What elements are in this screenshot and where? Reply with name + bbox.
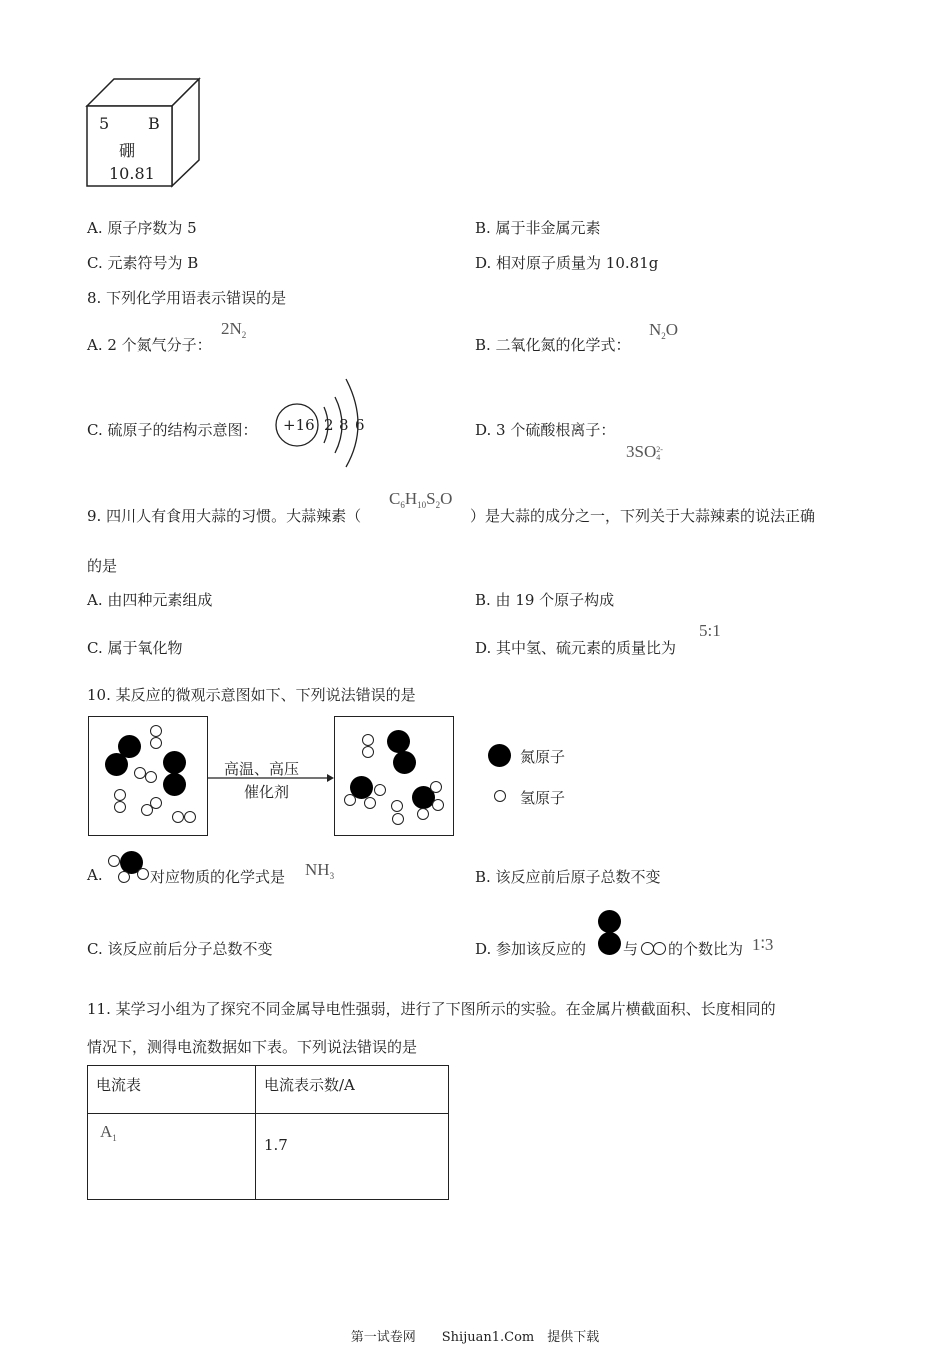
table-header-row <box>88 1066 449 1114</box>
n-atom <box>105 753 128 776</box>
h-atom <box>114 789 126 801</box>
h-atom <box>114 801 126 813</box>
h-atom <box>184 811 196 823</box>
table-header-cell: 电流表 <box>88 1066 256 1114</box>
q8-stem: 8. 下列化学用语表示错误的是 <box>87 289 287 307</box>
q9-option-d: D. 其中氢、硫元素的质量比为 <box>475 639 677 657</box>
q9-option-a: A. 由四种元素组成 <box>87 591 213 609</box>
sulfur-nucleus-label: +16 <box>283 416 315 434</box>
n-atom <box>387 730 410 753</box>
sulfur-shell-1: 2 <box>324 416 334 434</box>
q10-d-ratio: 1∶3 <box>752 935 774 954</box>
current-data-table <box>87 1065 449 1200</box>
d-n2-atom <box>598 910 621 933</box>
sulfur-shell-3: 6 <box>355 416 365 434</box>
legend-hydrogen-atom-icon <box>494 790 506 802</box>
h-atom <box>364 797 376 809</box>
h-atom <box>362 746 374 758</box>
q8-option-d: D. 3 个硫酸根离子： <box>475 421 616 439</box>
h-atom <box>374 784 386 796</box>
h-atom <box>362 734 374 746</box>
h-atom <box>150 725 162 737</box>
a-molecule-h-atom <box>118 871 130 883</box>
n-atom <box>163 751 186 774</box>
h-atom <box>145 771 157 783</box>
q7-option-a: A. 原子序数为 5 <box>87 219 197 237</box>
a-molecule-h-atom <box>137 868 149 880</box>
q10-option-a-prefix: A. <box>87 866 103 884</box>
q9-stem-end: ）是大蒜的成分之一，下列关于大蒜辣素的说法正确 <box>470 507 816 525</box>
reaction-condition-top: 高温、高压 <box>224 760 300 778</box>
d-h2-atom <box>653 942 666 955</box>
element-number: 5 <box>99 114 110 133</box>
q11-stem-line2: 情况下，测得电流数据如下表。下列说法错误的是 <box>87 1038 418 1056</box>
q10-option-d-mid: 与 <box>623 940 639 958</box>
q9-stem-start: 9. 四川人有食用大蒜的习惯。大蒜辣素（ <box>87 507 362 525</box>
table-row <box>88 1114 449 1200</box>
element-name: 硼 <box>119 141 136 160</box>
d-n2-atom <box>598 932 621 955</box>
q10-option-d-end: 的个数比为 <box>668 940 744 958</box>
h-atom <box>141 804 153 816</box>
h-atom <box>172 811 184 823</box>
legend-hydrogen-label: 氢原子 <box>520 789 566 807</box>
h-atom <box>392 813 404 825</box>
table-cell-value: 1.7 <box>256 1114 449 1200</box>
q10-stem: 10. 某反应的微观示意图如下、下列说法错误的是 <box>87 686 416 704</box>
q9-d-ratio: 5:1 <box>699 621 721 640</box>
table-header-cell: 电流表示数/A <box>256 1066 449 1114</box>
q8-option-b: B. 二氧化氮的化学式： <box>475 336 631 354</box>
q9-option-c: C. 属于氧化物 <box>87 639 183 657</box>
h-atom <box>150 737 162 749</box>
legend-nitrogen-atom-icon <box>488 744 511 767</box>
reaction-condition-bottom: 催化剂 <box>244 783 290 801</box>
element-mass: 10.81 <box>109 164 155 183</box>
q7-option-b: B. 属于非金属元素 <box>475 219 601 237</box>
h-atom <box>430 781 442 793</box>
element-symbol: B <box>148 114 160 133</box>
q7-option-d: D. 相对原子质量为 10.81g <box>475 254 659 272</box>
q10-option-d-prefix: D. 参加该反应的 <box>475 940 587 958</box>
table-cell-meter: $A_1$ <box>88 1114 256 1200</box>
q8-b-formula: $N_2O$ <box>649 320 679 341</box>
n-atom <box>393 751 416 774</box>
q9-stem-line2: 的是 <box>87 557 118 575</box>
page-footer: 第一试卷网 Shijuan1.Com 提供下载 <box>350 1330 600 1345</box>
q8-d-formula: 3SO2- 4 <box>626 442 663 462</box>
h-atom <box>432 799 444 811</box>
q10-option-b: B. 该反应前后原子总数不变 <box>475 868 661 886</box>
q10-a-formula: $NH_3$ <box>305 860 335 881</box>
q9-option-b: B. 由 19 个原子构成 <box>475 591 615 609</box>
q8-option-c: C. 硫原子的结构示意图： <box>87 421 258 439</box>
q8-option-a: A. 2 个氮气分子： <box>87 336 212 354</box>
q11-stem-line1: 11. 某学习小组为了探究不同金属导电性强弱，进行了下图所示的实验。在金属片横截面积、长度相同的 <box>87 1000 776 1018</box>
h-atom <box>344 794 356 806</box>
q10-option-c: C. 该反应前后分子总数不变 <box>87 940 273 958</box>
legend-nitrogen-label: 氮原子 <box>520 748 566 766</box>
h-atom <box>391 800 403 812</box>
sulfur-shell-2: 8 <box>339 416 349 434</box>
n-atom <box>163 773 186 796</box>
a-molecule-h-atom <box>108 855 120 867</box>
q10-option-a-text: 对应物质的化学式是 <box>150 868 286 886</box>
q9-formula: $C_6H_{10}S_2O$ <box>389 489 453 510</box>
q8-a-formula: $2N_2$ <box>221 319 247 340</box>
q7-option-c: C. 元素符号为 B <box>87 254 199 272</box>
h-atom <box>417 808 429 820</box>
